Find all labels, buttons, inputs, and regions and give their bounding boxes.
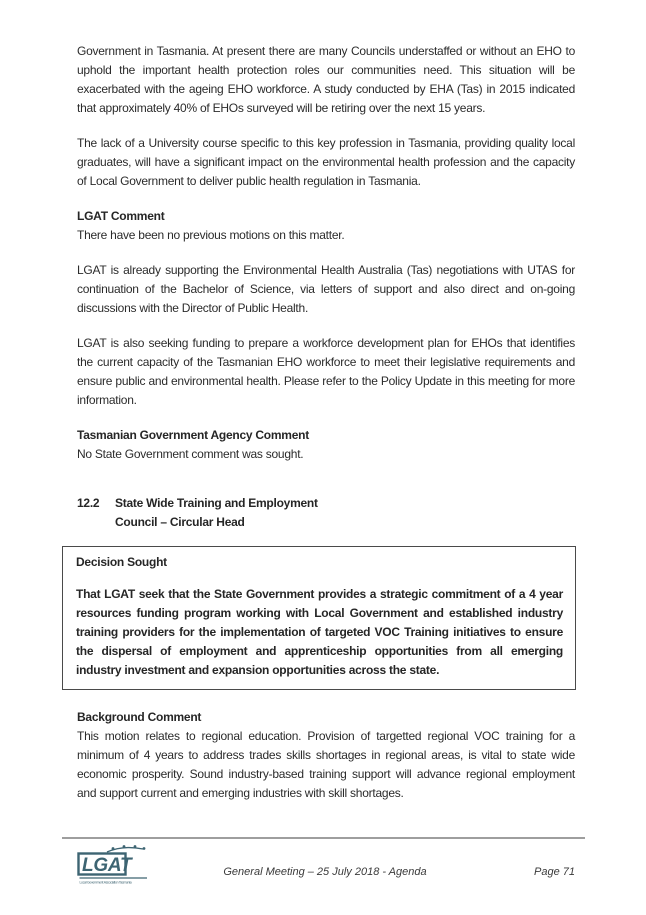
section-title-line1: State Wide Training and Employment xyxy=(115,496,318,510)
lgat-logo-graphic xyxy=(77,844,151,892)
lgat-comment-paragraph-2: LGAT is already supporting the Environmental Health Australia (Tas) negotiations with UTAS for continuation of the Bachelor of Science, via letters of support and also direct and on-going discussions with the Director of Public Health. xyxy=(77,263,575,315)
section-title xyxy=(115,494,318,532)
paragraph-continuation: Government in Tasmania. At present there are many Councils understaffed or without an EHO to uphold the important health protection roles our communities need. This situation will be exacerbated with the ageing EHO workforce. A study conducted by EHA (Tas) in 2015 indicated that approximately 40% of EHOs surveyed will be retiring over the next 15 years. xyxy=(77,44,575,115)
footer-divider xyxy=(62,837,585,839)
background-comment-paragraph: This motion relates to regional education. Provision of targetted regional VOC training for a minimum of 4 years to address trades skills shortages in regional areas, is vital to state wide economic prosperity. Sound industry-based training support will advance regional employment and support current and emerging industries with skill shortages. xyxy=(77,729,575,800)
section-heading-12-2 xyxy=(77,494,575,532)
lgat-logo xyxy=(77,844,151,898)
page-content xyxy=(77,42,575,819)
lgat-logo-caption: Local Government Association Tasmania xyxy=(79,880,132,885)
lgat-logo-text: LGAT xyxy=(82,855,132,876)
section-number: 12.2 xyxy=(77,496,100,510)
footer-meeting-title: General Meeting – 25 July 2018 - Agenda xyxy=(223,866,427,878)
decision-sought-body: That LGAT seek that the State Government provides a strategic commitment of a 4 year resources funding program working with Local Government and established industry training providers for the implementation of targeted VOC Training initiatives to ensure the dispersal of employment and apprenticeship opportunities from all emerging industry investment and expansion opportunities across the state. xyxy=(76,587,563,677)
decision-sought-box xyxy=(62,546,576,690)
footer-page-number: Page 71 xyxy=(534,866,575,878)
lgat-comment-paragraph-1: There have been no previous motions on this matter. xyxy=(77,228,345,242)
paragraph-university-course: The lack of a University course specific to this key profession in Tasmania, providing quality local graduates, will have a significant impact on the environmental health profession and the capacity of Local Government to deliver public health regulation in Tasmania. xyxy=(77,136,575,188)
agency-comment-paragraph: No State Government comment was sought. xyxy=(77,447,304,461)
section-title-line2: Council – Circular Head xyxy=(115,515,245,529)
agency-comment-heading: Tasmanian Government Agency Comment xyxy=(77,428,309,442)
lgat-comment-paragraph-3: LGAT is also seeking funding to prepare a workforce development plan for EHOs that identifies the current capacity of the Tasmanian EHO workforce to meet their legislative requirements and ensure public and environmental health. Please refer to the Policy Update in this meeting for more information. xyxy=(77,336,575,407)
decision-sought-heading: Decision Sought xyxy=(76,555,167,569)
lgat-comment-heading: LGAT Comment xyxy=(77,209,165,223)
background-comment-heading: Background Comment xyxy=(77,710,202,724)
